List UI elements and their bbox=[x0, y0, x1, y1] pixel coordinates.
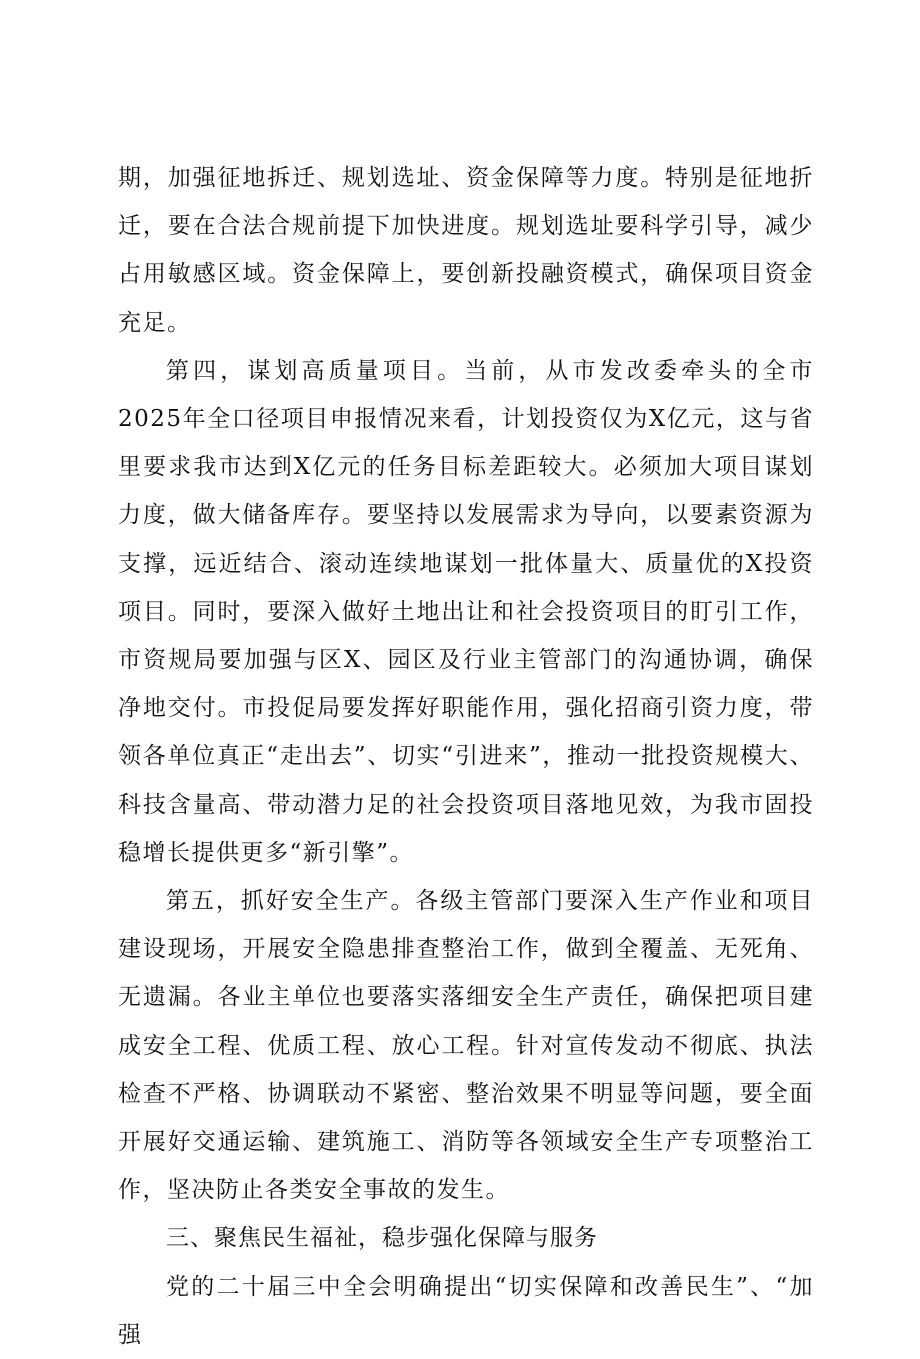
paragraph-livelihood-intro: 党的二十届三中全会明确提出“切实保障和改善民生”、“加强 bbox=[118, 1273, 814, 1348]
paragraph-land-acquisition: 期，加强征地拆迁、规划选址、资金保障等力度。特别是征地折迁，要在合法合规前提下加快进度。规划选址要科学引导，减少占用敏感区域。资金保障上，要创新投融资模式，确保项目资金充足。 bbox=[118, 165, 814, 336]
section-heading: 三、聚焦民生福祉，稳步强化保障与服务 bbox=[166, 1225, 598, 1252]
paragraph-fifth-safety: 第五，抓好安全生产。各级主管部门要深入生产作业和项目建设现场，开展安全隐患排查整治工作，做到全覆盖、无死角、无遗漏。各业主单位也要落实落细安全生产责任，确保把项目建成安全工程、优质工程、放心工程。针对宣传发动不彻底、执法检查不严格、协调联动不紧密、整治效果不明显等问题，要全面开展好交通运输、建筑施工、消防等各领域安全生产专项整治工作，坚决防止各类安全事故的发生。 bbox=[118, 888, 814, 1204]
paragraph-fourth-planning: 第四，谋划高质量项目。当前，从市发改委牵头的全市2025年全口径项目申报情况来看，计划投资仅为X亿元，这与省里要求我市达到X亿元的任务目标差距较大。必须加大项目谋划力度，做大储备库存。要坚持以发展需求为导向，以要素资源为支撑，远近结合、滚动连续地谋划一批体量大、质量优的X投资项目。同时，要深入做好土地出让和社会投资项目的盯引工作，市资规局要加强与区X、园区及行业主管部门的沟通协调，确保净地交付。市投促局要发挥好职能作用，强化招商引资力度，带领各单位真正“走出去”、切实“引进来”，推动一批投资规模大、科技含量高、带动潜力足的社会投资项目落地见效，为我市固投稳增长提供更多“新引擎”。 bbox=[118, 357, 814, 866]
